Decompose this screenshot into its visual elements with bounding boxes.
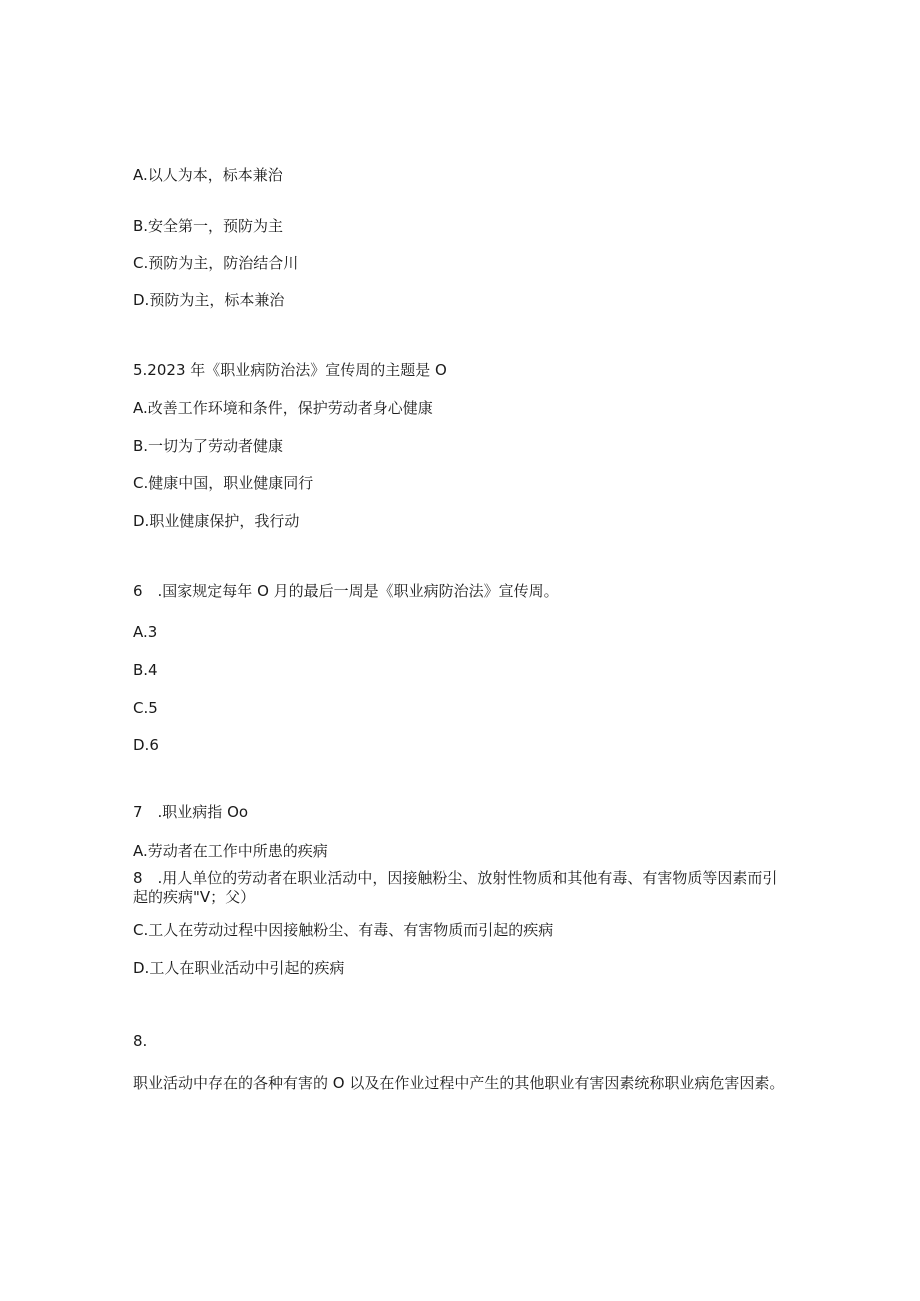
q4-option-a: A.以人为本，标本兼治 [133, 166, 283, 184]
q7-option-c: C.工人在劳动过程中因接触粉尘、有毒、有害物质而引起的疾病 [133, 921, 554, 939]
q7-option-a: A.劳动者在工作中所患的疾病 [133, 842, 328, 860]
q6-option-c: C.5 [133, 699, 158, 717]
q7-stem: 7 .职业病指 Oo [133, 803, 249, 821]
q4-option-b: B.安全第一，预防为主 [133, 217, 284, 235]
q8-stem: 职业活动中存在的各种有害的 O 以及在作业过程中产生的其他职业有害因素统称职业病危害因素。 [133, 1074, 785, 1092]
q6-option-a: A.3 [133, 623, 158, 641]
q8-number: 8. [133, 1032, 148, 1050]
q5-stem: 5.2023 年《职业病防治法》宣传周的主题是 O [133, 361, 447, 379]
q5-option-a: A.改善工作环境和条件，保护劳动者身心健康 [133, 399, 433, 417]
q6-option-d: D.6 [133, 736, 159, 754]
q4-option-c: C.预防为主，防治结合川 [133, 254, 299, 272]
q5-option-b: B.一切为了劳动者健康 [133, 437, 284, 455]
q6-stem: 6 .国家规定每年 O 月的最后一周是《职业病防治法》宣传周。 [133, 582, 559, 600]
q5-option-c: C.健康中国，职业健康同行 [133, 474, 314, 492]
q7-option-b: 8 .用人单位的劳动者在职业活动中，因接触粉尘、放射性物质和其他有毒、有害物质等因素而引起的疾病"V；父） [133, 869, 778, 906]
q5-option-d: D.职业健康保护，我行动 [133, 512, 300, 530]
q6-option-b: B.4 [133, 661, 158, 679]
q4-option-d: D.预防为主，标本兼治 [133, 291, 285, 309]
q7-option-d: D.工人在职业活动中引起的疾病 [133, 959, 345, 977]
